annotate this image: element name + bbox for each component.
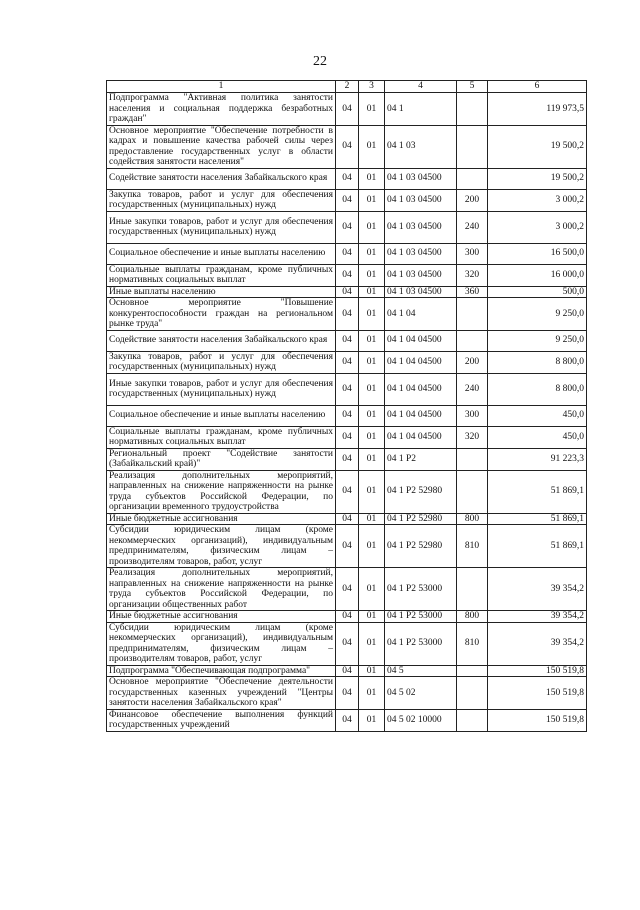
cell-section: 04 (336, 470, 359, 513)
cell-name: Основное мероприятие "Обеспечение деятельности государственных казенных учреждений "Центры занятости населения Забайкальского края" (107, 677, 336, 710)
cell-name: Подпрограмма "Активная политика занятости населения и социальная поддержка безработных граждан" (107, 93, 336, 126)
cell-expense-type: 810 (457, 525, 488, 568)
cell-name: Социальные выплаты гражданам, кроме публичных нормативных социальных выплат (107, 426, 336, 448)
cell-section: 04 (336, 709, 359, 731)
cell-target-code: 04 1 03 04500 (385, 211, 457, 243)
cell-expense-type (457, 448, 488, 470)
cell-expense-type: 800 (457, 513, 488, 525)
cell-subsection: 01 (359, 405, 385, 426)
table-row (107, 665, 587, 677)
table-row (107, 525, 587, 568)
cell-expense-type: 800 (457, 611, 488, 623)
cell-subsection: 01 (359, 243, 385, 264)
cell-section: 04 (336, 611, 359, 623)
cell-subsection: 01 (359, 568, 385, 611)
cell-name: Социальное обеспечение и иные выплаты населению (107, 243, 336, 264)
table-row (107, 243, 587, 264)
cell-expense-type: 300 (457, 405, 488, 426)
cell-amount: 3 000,2 (488, 189, 587, 211)
cell-name: Иные бюджетные ассигнования (107, 513, 336, 525)
cell-subsection: 01 (359, 93, 385, 126)
cell-expense-type (457, 665, 488, 677)
cell-target-code: 04 1 P2 53000 (385, 568, 457, 611)
cell-expense-type (457, 330, 488, 351)
cell-amount: 3 000,2 (488, 211, 587, 243)
cell-expense-type: 240 (457, 211, 488, 243)
cell-name: Закупка товаров, работ и услуг для обеспечения государственных (муниципальных) нужд (107, 189, 336, 211)
cell-expense-type: 810 (457, 622, 488, 665)
cell-amount: 19 500,2 (488, 125, 587, 168)
table-row (107, 286, 587, 298)
cell-amount: 91 223,3 (488, 448, 587, 470)
cell-subsection: 01 (359, 611, 385, 623)
cell-amount: 39 354,2 (488, 622, 587, 665)
table-row (107, 405, 587, 426)
cell-section: 04 (336, 448, 359, 470)
cell-name: Основное мероприятие "Обеспечение потребности в кадрах и повышение качества рабочей силы через предоставление государственных услуг в области содействия занятости населения" (107, 125, 336, 168)
cell-subsection: 01 (359, 677, 385, 710)
cell-section: 04 (336, 525, 359, 568)
cell-subsection: 01 (359, 622, 385, 665)
cell-expense-type (457, 470, 488, 513)
column-header: 6 (488, 81, 587, 93)
cell-subsection: 01 (359, 426, 385, 448)
cell-name: Финансовое обеспечение выполнения функций государственных учреждений (107, 709, 336, 731)
cell-target-code: 04 1 03 04500 (385, 168, 457, 189)
column-header: 2 (336, 81, 359, 93)
cell-expense-type (457, 298, 488, 331)
cell-subsection: 01 (359, 298, 385, 331)
cell-amount: 8 800,0 (488, 373, 587, 405)
cell-name: Реализация дополнительных мероприятий, направленных на снижение напряженности на рынке труда субъектов Российской Федерации, по организации общественных работ (107, 568, 336, 611)
cell-section: 04 (336, 351, 359, 373)
cell-section: 04 (336, 243, 359, 264)
cell-amount: 150 519,8 (488, 677, 587, 710)
cell-amount: 51 869,1 (488, 513, 587, 525)
page-number: 22 (313, 54, 327, 69)
cell-target-code: 04 1 04 04500 (385, 373, 457, 405)
table-row (107, 373, 587, 405)
cell-amount: 16 000,0 (488, 264, 587, 286)
cell-amount: 51 869,1 (488, 525, 587, 568)
cell-name: Иные закупки товаров, работ и услуг для обеспечения государственных (муниципальных) нужд (107, 373, 336, 405)
cell-target-code: 04 1 04 04500 (385, 405, 457, 426)
table-body (107, 93, 587, 732)
cell-amount: 8 800,0 (488, 351, 587, 373)
cell-subsection: 01 (359, 709, 385, 731)
header-row (107, 81, 587, 93)
cell-section: 04 (336, 622, 359, 665)
cell-subsection: 01 (359, 525, 385, 568)
table-row (107, 125, 587, 168)
cell-name: Субсидии юридическим лицам (кроме некоммерческих организаций), индивидуальным предпринимателям, физическим лицам – производителям товаров, работ, услуг (107, 622, 336, 665)
cell-subsection: 01 (359, 373, 385, 405)
column-header: 3 (359, 81, 385, 93)
cell-subsection: 01 (359, 189, 385, 211)
cell-section: 04 (336, 405, 359, 426)
cell-section: 04 (336, 513, 359, 525)
cell-amount: 19 500,2 (488, 168, 587, 189)
cell-name: Содействие занятости населения Забайкальского края (107, 168, 336, 189)
cell-target-code: 04 1 03 04500 (385, 243, 457, 264)
cell-target-code: 04 5 02 (385, 677, 457, 710)
table-row (107, 677, 587, 710)
cell-section: 04 (336, 264, 359, 286)
cell-subsection: 01 (359, 264, 385, 286)
cell-target-code: 04 1 P2 52980 (385, 470, 457, 513)
cell-target-code: 04 1 P2 53000 (385, 611, 457, 623)
cell-subsection: 01 (359, 125, 385, 168)
budget-table-wrapper (106, 80, 587, 732)
table-row (107, 709, 587, 731)
cell-subsection: 01 (359, 448, 385, 470)
table-row (107, 513, 587, 525)
cell-section: 04 (336, 211, 359, 243)
cell-subsection: 01 (359, 211, 385, 243)
cell-name: Региональный проект "Содействие занятости (Забайкальский край)" (107, 448, 336, 470)
cell-section: 04 (336, 125, 359, 168)
table-row (107, 622, 587, 665)
column-header: 5 (457, 81, 488, 93)
cell-name: Иные бюджетные ассигнования (107, 611, 336, 623)
cell-target-code: 04 1 04 (385, 298, 457, 331)
cell-name: Реализация дополнительных мероприятий, направленных на снижение напряженности на рынке труда субъектов Российской Федерации, по организации временного трудоустройства (107, 470, 336, 513)
cell-amount: 9 250,0 (488, 330, 587, 351)
cell-target-code: 04 5 02 10000 (385, 709, 457, 731)
cell-amount: 150 519,8 (488, 709, 587, 731)
cell-subsection: 01 (359, 168, 385, 189)
table-row (107, 189, 587, 211)
cell-expense-type (457, 677, 488, 710)
cell-amount: 39 354,2 (488, 611, 587, 623)
cell-section: 04 (336, 330, 359, 351)
cell-section: 04 (336, 93, 359, 126)
cell-section: 04 (336, 426, 359, 448)
cell-name: Содействие занятости населения Забайкальского края (107, 330, 336, 351)
cell-name: Субсидии юридическим лицам (кроме некоммерческих организаций), индивидуальным предпринимателям, физическим лицам – производителям товаров, работ, услуг (107, 525, 336, 568)
cell-amount: 9 250,0 (488, 298, 587, 331)
cell-amount: 500,0 (488, 286, 587, 298)
table-row (107, 426, 587, 448)
cell-name: Социальное обеспечение и иные выплаты населению (107, 405, 336, 426)
cell-subsection: 01 (359, 330, 385, 351)
cell-name: Иные выплаты населению (107, 286, 336, 298)
cell-target-code: 04 1 03 (385, 125, 457, 168)
budget-table (106, 80, 587, 732)
cell-section: 04 (336, 298, 359, 331)
table-row (107, 470, 587, 513)
cell-target-code: 04 1 03 04500 (385, 189, 457, 211)
cell-section: 04 (336, 189, 359, 211)
cell-expense-type (457, 168, 488, 189)
cell-name: Основное мероприятие "Повышение конкурентоспособности граждан на региональном рынке труда" (107, 298, 336, 331)
cell-expense-type: 300 (457, 243, 488, 264)
cell-target-code: 04 1 03 04500 (385, 264, 457, 286)
cell-amount: 119 973,5 (488, 93, 587, 126)
cell-target-code: 04 1 (385, 93, 457, 126)
cell-target-code: 04 1 04 04500 (385, 330, 457, 351)
cell-amount: 16 500,0 (488, 243, 587, 264)
cell-target-code: 04 5 (385, 665, 457, 677)
cell-amount: 51 869,1 (488, 470, 587, 513)
cell-target-code: 04 1 P2 52980 (385, 513, 457, 525)
cell-section: 04 (336, 665, 359, 677)
cell-target-code: 04 1 04 04500 (385, 351, 457, 373)
table-row (107, 93, 587, 126)
cell-target-code: 04 1 03 04500 (385, 286, 457, 298)
table-row (107, 264, 587, 286)
cell-expense-type: 200 (457, 351, 488, 373)
cell-subsection: 01 (359, 286, 385, 298)
table-row (107, 448, 587, 470)
cell-subsection: 01 (359, 351, 385, 373)
table-row (107, 568, 587, 611)
column-header: 4 (385, 81, 457, 93)
table-row (107, 611, 587, 623)
cell-amount: 150 519,8 (488, 665, 587, 677)
cell-name: Закупка товаров, работ и услуг для обеспечения государственных (муниципальных) нужд (107, 351, 336, 373)
cell-expense-type: 200 (457, 189, 488, 211)
cell-expense-type: 320 (457, 264, 488, 286)
cell-name: Иные закупки товаров, работ и услуг для обеспечения государственных (муниципальных) нужд (107, 211, 336, 243)
cell-section: 04 (336, 677, 359, 710)
cell-target-code: 04 1 P2 (385, 448, 457, 470)
cell-expense-type: 240 (457, 373, 488, 405)
cell-section: 04 (336, 286, 359, 298)
cell-amount: 39 354,2 (488, 568, 587, 611)
cell-section: 04 (336, 568, 359, 611)
cell-target-code: 04 1 P2 52980 (385, 525, 457, 568)
table-row (107, 330, 587, 351)
cell-subsection: 01 (359, 470, 385, 513)
table-row (107, 211, 587, 243)
cell-amount: 450,0 (488, 405, 587, 426)
cell-name: Подпрограмма "Обеспечивающая подпрограмма" (107, 665, 336, 677)
table-row (107, 168, 587, 189)
cell-expense-type (457, 125, 488, 168)
cell-expense-type (457, 93, 488, 126)
cell-section: 04 (336, 168, 359, 189)
cell-section: 04 (336, 373, 359, 405)
cell-expense-type (457, 709, 488, 731)
cell-expense-type (457, 568, 488, 611)
cell-amount: 450,0 (488, 426, 587, 448)
table-row (107, 351, 587, 373)
table-row (107, 298, 587, 331)
cell-name: Социальные выплаты гражданам, кроме публичных нормативных социальных выплат (107, 264, 336, 286)
cell-subsection: 01 (359, 513, 385, 525)
cell-target-code: 04 1 P2 53000 (385, 622, 457, 665)
cell-expense-type: 360 (457, 286, 488, 298)
cell-target-code: 04 1 04 04500 (385, 426, 457, 448)
cell-expense-type: 320 (457, 426, 488, 448)
cell-subsection: 01 (359, 665, 385, 677)
column-header: 1 (107, 81, 336, 93)
